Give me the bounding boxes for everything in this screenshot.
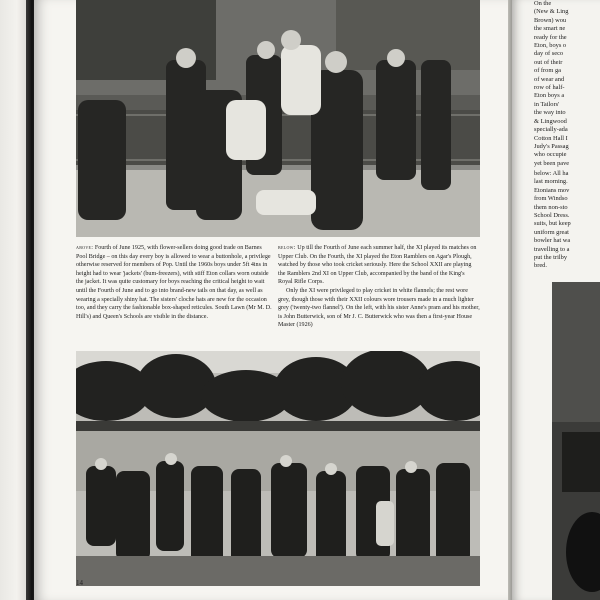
next-page-bottom-line: uniform great: [534, 228, 569, 236]
next-page-bottom-line: Etonians mov: [534, 186, 570, 194]
caption-below-text2: Only the XI were privileged to play cricket in white flannels; the rest wore grey, though those with their XXII colours wore trousers made in a much lighter grey ('twenty-two flannel'). On the left, with his sister Anne's pram and his mother, is John Butterwick, son of Mr J. C. Butterwick who was then a first-year House Master (1926): [278, 287, 480, 329]
next-page-bottom-line: them non-sto: [534, 203, 568, 211]
next-page-top-line: out of their: [534, 58, 563, 66]
next-page-text-top: [534, 0, 600, 168]
next-page-bottom-line: last morning.: [534, 178, 568, 186]
next-page-bottom-line: suits, but keep: [534, 220, 571, 228]
next-page-top-line: Brown) wou: [534, 16, 567, 24]
next-page-bottom-line: travelling to a: [534, 245, 570, 253]
next-page-top-line: in Tailors': [534, 100, 560, 108]
caption-above-lead: above:: [76, 245, 94, 251]
next-page-top-line: the smart ne: [534, 25, 566, 33]
caption-above: [76, 244, 272, 321]
next-page-top-line: ready for the: [534, 33, 567, 41]
next-page-top-line: row of half-: [534, 84, 565, 92]
next-page-bottom-line: put the trilby: [534, 254, 568, 262]
caption-above-text: Fourth of June 1925, with flower-sellers doing good trade on Barnes Pool Bridge – on this day every boy is allowed to wear a buttonhole, a privilege otherwise reserved for members of Pop. Until the 1960s boys under 5ft 4ins in height had to wear 'jackets' (bum-freezers), with stiff Eton collars worn outside the jacket. It was quite customary for boys reaching the critical height to wait until the Fourth of June and to go into brand-new tails on that day, as well as wearing a specially shiny hat. The sisters' cloche hats are new for the occasion too, and they carry the fashionable box-shaped reticules. South Lawn (Mr M. D. Hill's) and Queen's Schools are visible in the distance.: [76, 245, 272, 320]
next-page-top-line: of wear and: [534, 75, 565, 83]
next-page-top-line: the way into: [534, 109, 566, 117]
next-page-top-line: Judy's Passag: [534, 142, 569, 150]
next-page-photo: [552, 282, 600, 600]
caption-below-lead: below:: [278, 245, 296, 251]
next-page-top-line: of from ga: [534, 67, 561, 75]
next-page-top-line: (New & Ling: [534, 8, 569, 16]
previous-page-edge: [0, 0, 28, 600]
page-number: 14: [76, 579, 83, 587]
next-page-bottom-line: below: All ha: [534, 170, 569, 177]
next-page-top-line: specially-ada: [534, 126, 568, 134]
next-page-bottom-line: bred.: [534, 262, 547, 270]
next-page-top-line: Eton, boys o: [534, 42, 567, 50]
next-page-bottom-line: School Dress.: [534, 212, 570, 220]
caption-below-text: Up till the Fourth of June each summer half, the XI played its matches on Upper Club. On the Fourth, the XI played the Eton Ramblers on Agar's Plough, watched by those who took cricket seriously. Here the School XXII are playing the Ramblers 2nd XI on Upper Club, accompanied by the band of the King's Royal Rifle Corps.: [278, 245, 477, 286]
photo-flower-sellers: [76, 0, 480, 237]
next-page-top-line: yet been pave: [534, 159, 570, 167]
next-page-bottom-line: from Windso: [534, 195, 568, 203]
caption-below: [278, 244, 480, 330]
next-page-top-line: On the: [534, 0, 552, 7]
next-page-top-line: Eton boys a: [534, 92, 565, 100]
next-page-top-line: who occupie: [534, 151, 567, 159]
photo-cricket-spectators: [76, 351, 480, 586]
next-page-top-line: & Lingwood: [534, 117, 567, 125]
next-page-top-line: day of seco: [534, 50, 564, 58]
next-page-text-bottom: [534, 170, 600, 271]
next-page-sliver: [512, 0, 600, 600]
next-page-top-line: Cotton Hall I: [534, 134, 568, 142]
next-page-bottom-line: bowler hat wa: [534, 237, 571, 245]
